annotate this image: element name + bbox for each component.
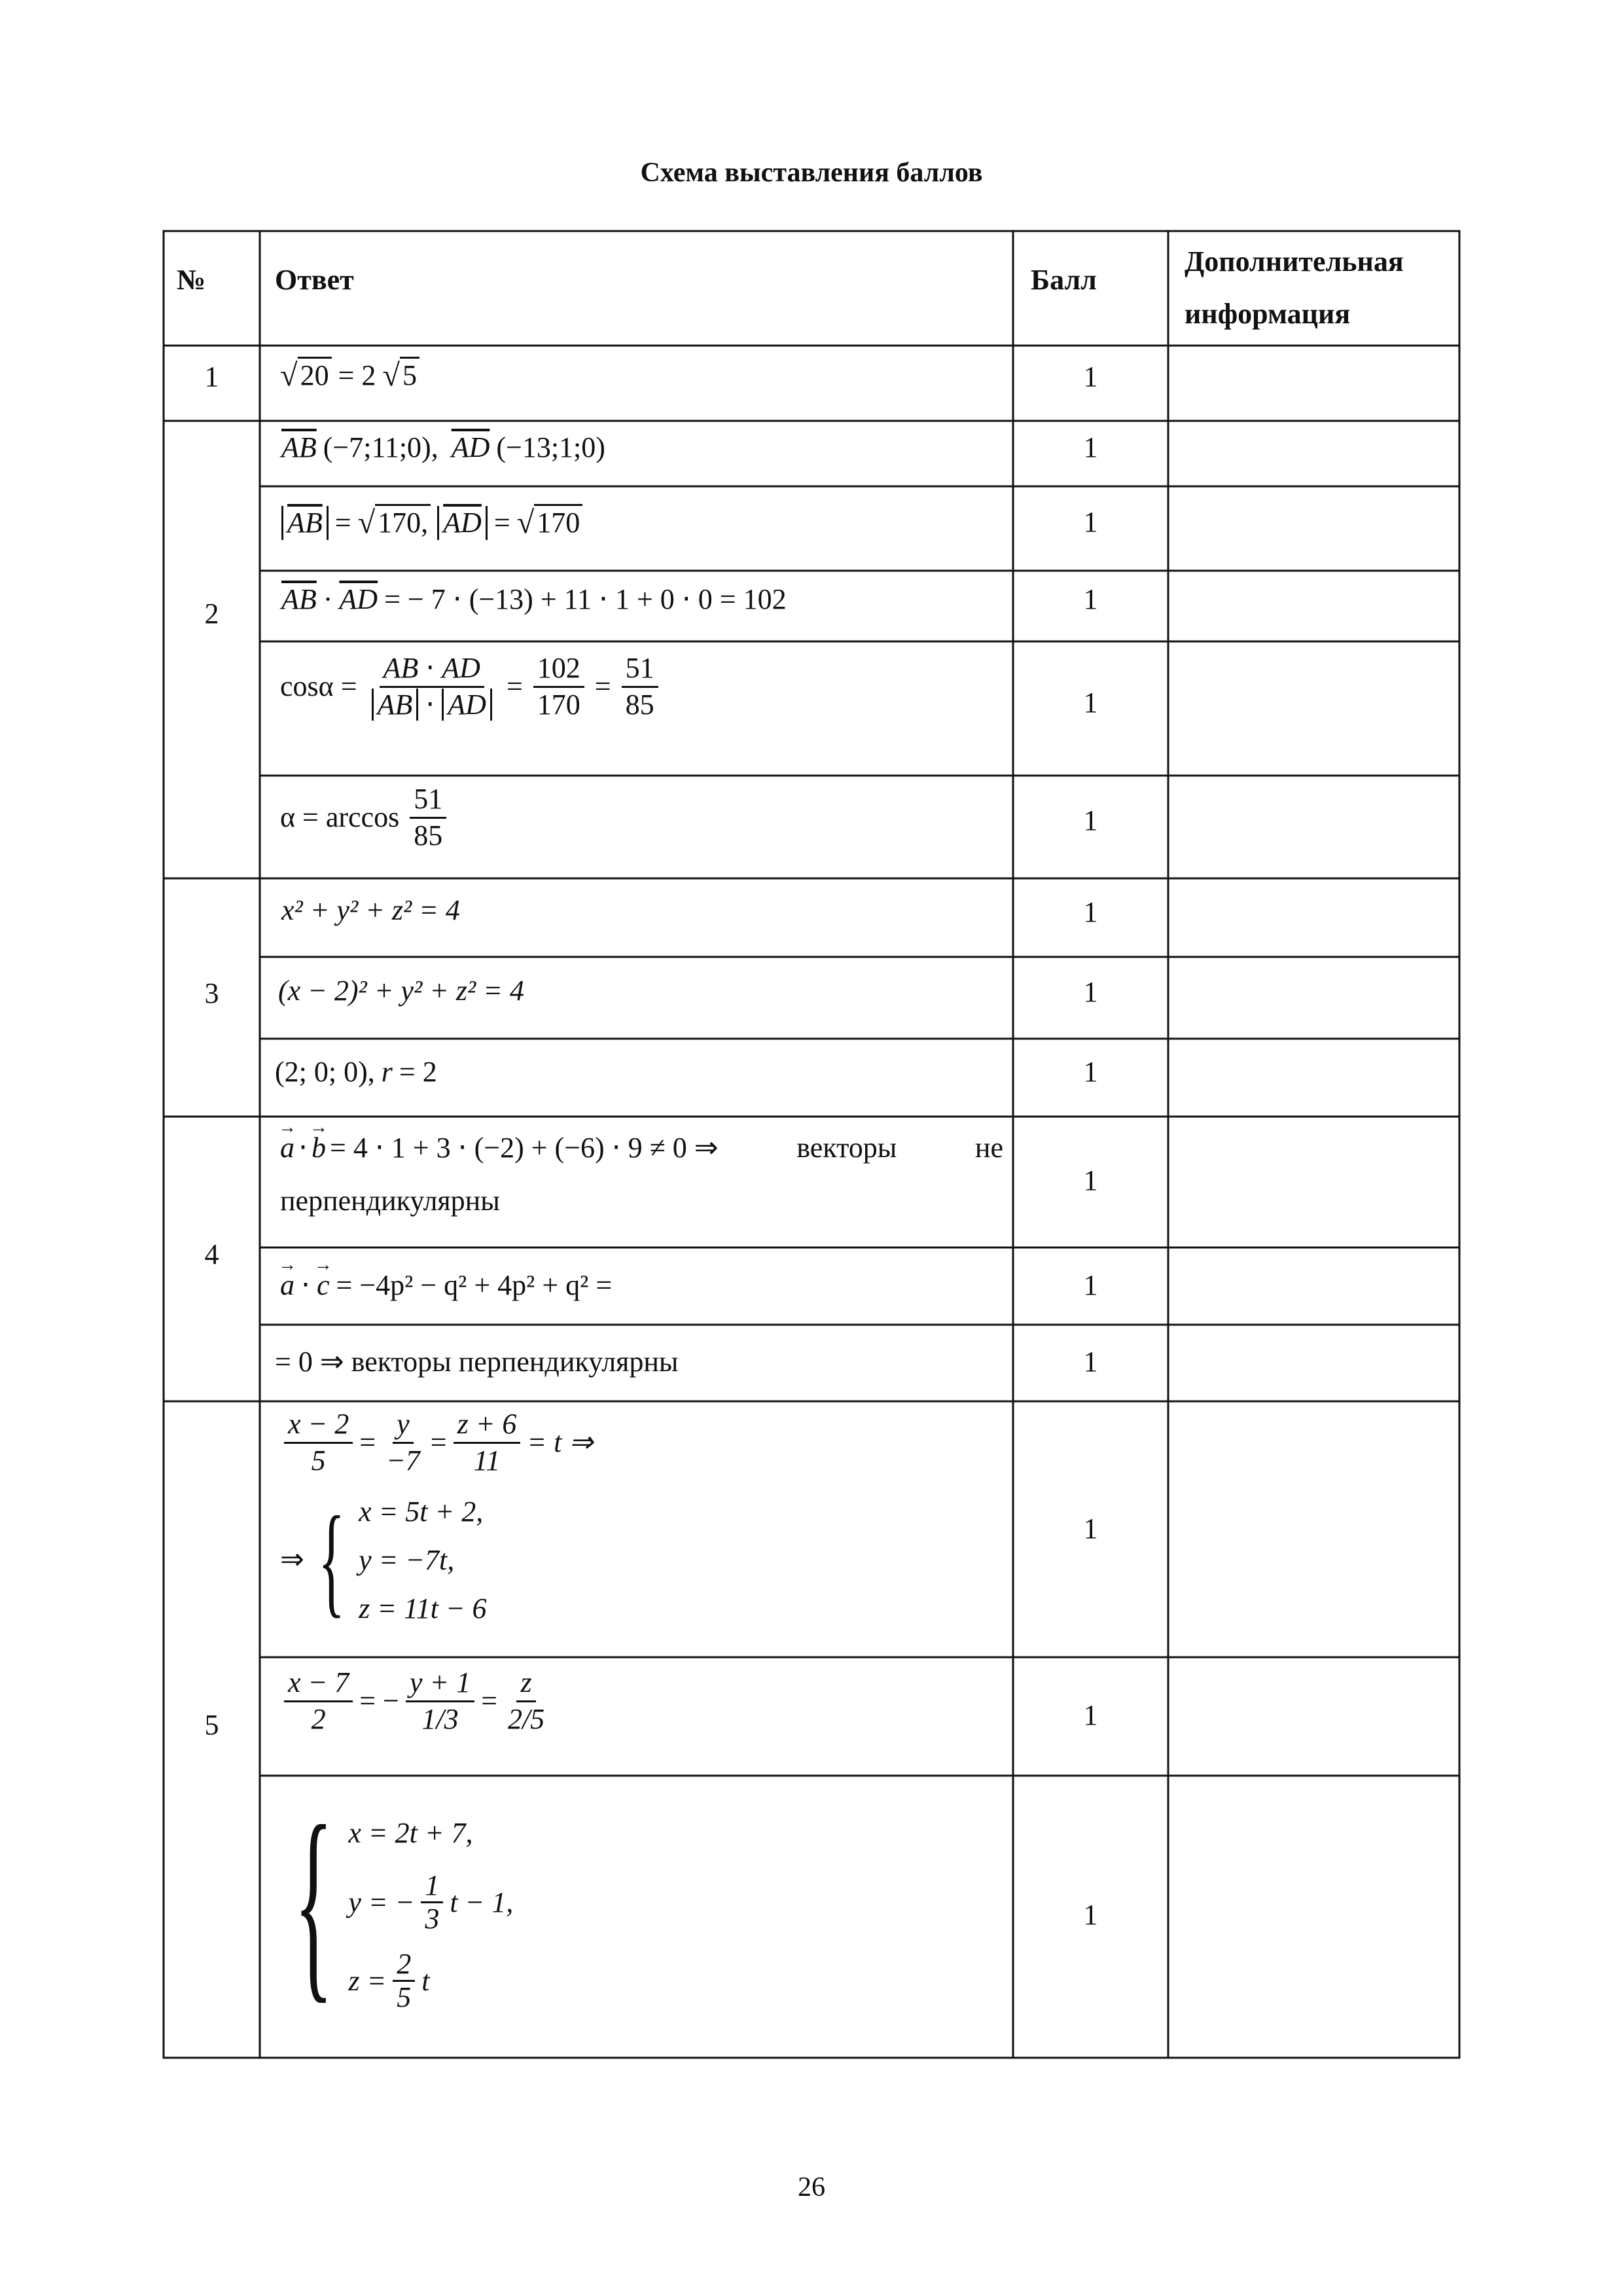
fraction-102-170: $\frac{102}{170}$ <box>533 651 584 723</box>
vector-c: → c <box>317 1268 330 1303</box>
answer-row-5 <box>280 651 662 723</box>
fraction-y-over-minus7: $\frac{y}{-7}$ <box>386 1408 420 1477</box>
left-brace-icon: { <box>294 1782 334 2021</box>
sphere-center: (2; 0; 0), <box>275 1056 375 1088</box>
vector-ad: $\overline{AD}$ <box>451 431 490 463</box>
word-vectors: векторы <box>796 1132 897 1164</box>
vector-ab-coords: (−7;11;0), <box>323 431 438 463</box>
abs-ab: $\overline{AB}$ <box>281 506 329 541</box>
answer-row-1 <box>280 357 419 395</box>
vector-ab: $\overline{AB}$ <box>281 431 317 463</box>
score-row-9: 1 <box>1083 1056 1098 1088</box>
equals-two: = 2 <box>338 359 376 391</box>
page-number: 26 <box>798 2172 825 2202</box>
score-row-3: 1 <box>1083 506 1098 538</box>
score-row-6: 1 <box>1083 804 1098 836</box>
answer-row-14: $\frac{x - 7}{2}$ = − $\frac{y + 1}{1/3}$ = $\frac{z}{2/5}$ <box>280 1666 552 1737</box>
parametric-system: x = 2t + 7, y = − $\frac{1}{3}$ t − 1, z = $\frac{2}{5}$ t <box>348 1817 514 2014</box>
fraction-51-85: $\frac{51}{85}$ <box>410 782 446 853</box>
score-row-12: 1 <box>1083 1346 1098 1378</box>
task-number-3: 3 <box>204 977 219 1009</box>
score-row-13: 1 <box>1083 1513 1098 1545</box>
score-row-8: 1 <box>1083 976 1098 1008</box>
answer-row-10: → a ⋅ → b = 4 ⋅ 1 + 3 ⋅ (−2) + (−6) ⋅ 9 ≠ 0 ⇒ векторы не перпендикулярны <box>280 1131 1003 1219</box>
task-number-2: 2 <box>204 598 219 630</box>
vector-b: → b <box>312 1131 326 1166</box>
fraction-y-1-over-1-3: $\frac{y + 1}{1/3}$ <box>406 1666 474 1737</box>
header-answer: Ответ <box>275 264 354 296</box>
answer-row-11: → a ⋅ → c = −4p² − q² + 4p² + q² = <box>280 1268 612 1303</box>
dot-product-ab: = 4 ⋅ 1 + 3 ⋅ (−2) + (−6) ⋅ 9 ≠ 0 ⇒ <box>330 1132 719 1164</box>
fraction-x-7-over-2: $\frac{x - 7}{2}$ <box>284 1666 353 1737</box>
answer-row-2 <box>281 431 605 465</box>
fraction-z-6-over-11: $\frac{z + 6}{11}$ <box>454 1407 521 1479</box>
answer-row-13: $\frac{x - 2}{5}$ = $\frac{y}{-7}$ = $\frac{z + 6}{11}$ = t ⇒ ⇒ { x = 5t + 2, y = −7t, z = 11t − 6 <box>280 1407 593 1633</box>
fraction-2-5: $\frac{2}{5}$ <box>393 1948 415 2014</box>
answer-row-15 <box>281 1782 514 2021</box>
vector-ad-coords: (−13;1;0) <box>496 431 605 463</box>
answer-row-7: x² + y² + z² = 4 <box>281 894 460 926</box>
score-row-10: 1 <box>1083 1164 1098 1196</box>
equals-sign: = <box>506 670 523 702</box>
sqrt-170-ad: √ 170 <box>517 504 583 542</box>
equals-sign: = <box>334 506 351 539</box>
vector-ad: $\overline{AD}$ <box>339 583 378 615</box>
radius-symbol: r <box>381 1056 393 1088</box>
abs-ad: $\overline{AD}$ <box>437 506 488 541</box>
parametric-system: x = 5t + 2, y = −7t, z = 11t − 6 <box>359 1495 487 1624</box>
score-row-11: 1 <box>1083 1269 1098 1301</box>
page-title: Схема выставления баллов <box>640 158 983 188</box>
vector-a: → a <box>280 1268 294 1303</box>
equals-sign: = <box>594 670 611 702</box>
alpha-arccos: α = arccos <box>280 800 400 833</box>
header-score: Балл <box>1031 264 1097 296</box>
cos-formula-fraction: $\frac{AB \cdot AD}{AB \cdot AD}$ <box>368 651 496 723</box>
score-row-5: 1 <box>1083 687 1098 719</box>
fraction-1-3: $\frac{1}{3}$ <box>421 1870 443 1935</box>
answer-row-9 <box>275 1055 437 1090</box>
sqrt-20: √ 20 <box>280 357 332 395</box>
dot-operator: · <box>323 583 333 615</box>
answer-row-12: = 0 ⇒ векторы перпендикулярны <box>275 1346 679 1378</box>
header-extra-info: Дополнительная информация <box>1185 245 1404 330</box>
header-number: № <box>177 264 206 296</box>
dot-product-expression: = − 7 ⋅ (−13) + 11 ⋅ 1 + 0 ⋅ 0 = 102 <box>384 583 787 615</box>
score-row-1: 1 <box>1083 361 1098 393</box>
fraction-z-over-2-5: $\frac{z}{2/5}$ <box>507 1666 545 1735</box>
score-row-2: 1 <box>1083 431 1098 463</box>
cos-alpha: cosα = <box>280 670 357 702</box>
implies-arrow: ⇒ <box>280 1543 304 1576</box>
sqrt-5: √ 5 <box>382 357 419 395</box>
answer-row-8: (x − 2)² + y² + z² = 4 <box>278 975 524 1007</box>
task-number-5: 5 <box>204 1709 219 1741</box>
score-row-7: 1 <box>1083 896 1098 928</box>
fraction-51-85: $\frac{51}{85}$ <box>622 651 658 723</box>
left-brace-icon: { <box>317 1491 345 1629</box>
vector-ab: $\overline{AB}$ <box>281 583 317 615</box>
task-number-1: 1 <box>204 361 219 393</box>
fraction-x-2-over-5: $\frac{x - 2}{5}$ <box>284 1407 353 1479</box>
answer-row-4 <box>281 583 787 617</box>
answer-row-3 <box>281 504 582 542</box>
answer-row-6 <box>280 782 450 853</box>
radius-value: = 2 <box>399 1056 437 1088</box>
score-row-4: 1 <box>1083 583 1098 615</box>
word-not: не <box>974 1132 1003 1164</box>
vector-a: → a <box>280 1131 294 1166</box>
equals-t-implies: = t ⇒ <box>527 1426 594 1458</box>
equals-sign: = <box>493 506 510 539</box>
score-row-15: 1 <box>1083 1899 1098 1931</box>
sqrt-170-ab: √ 170, <box>358 504 431 542</box>
task-number-4: 4 <box>204 1238 219 1270</box>
score-row-14: 1 <box>1083 1699 1098 1731</box>
dot-product-ac: = −4p² − q² + 4p² + q² = <box>336 1269 613 1301</box>
word-perpendicular: перпендикулярны <box>280 1184 500 1217</box>
